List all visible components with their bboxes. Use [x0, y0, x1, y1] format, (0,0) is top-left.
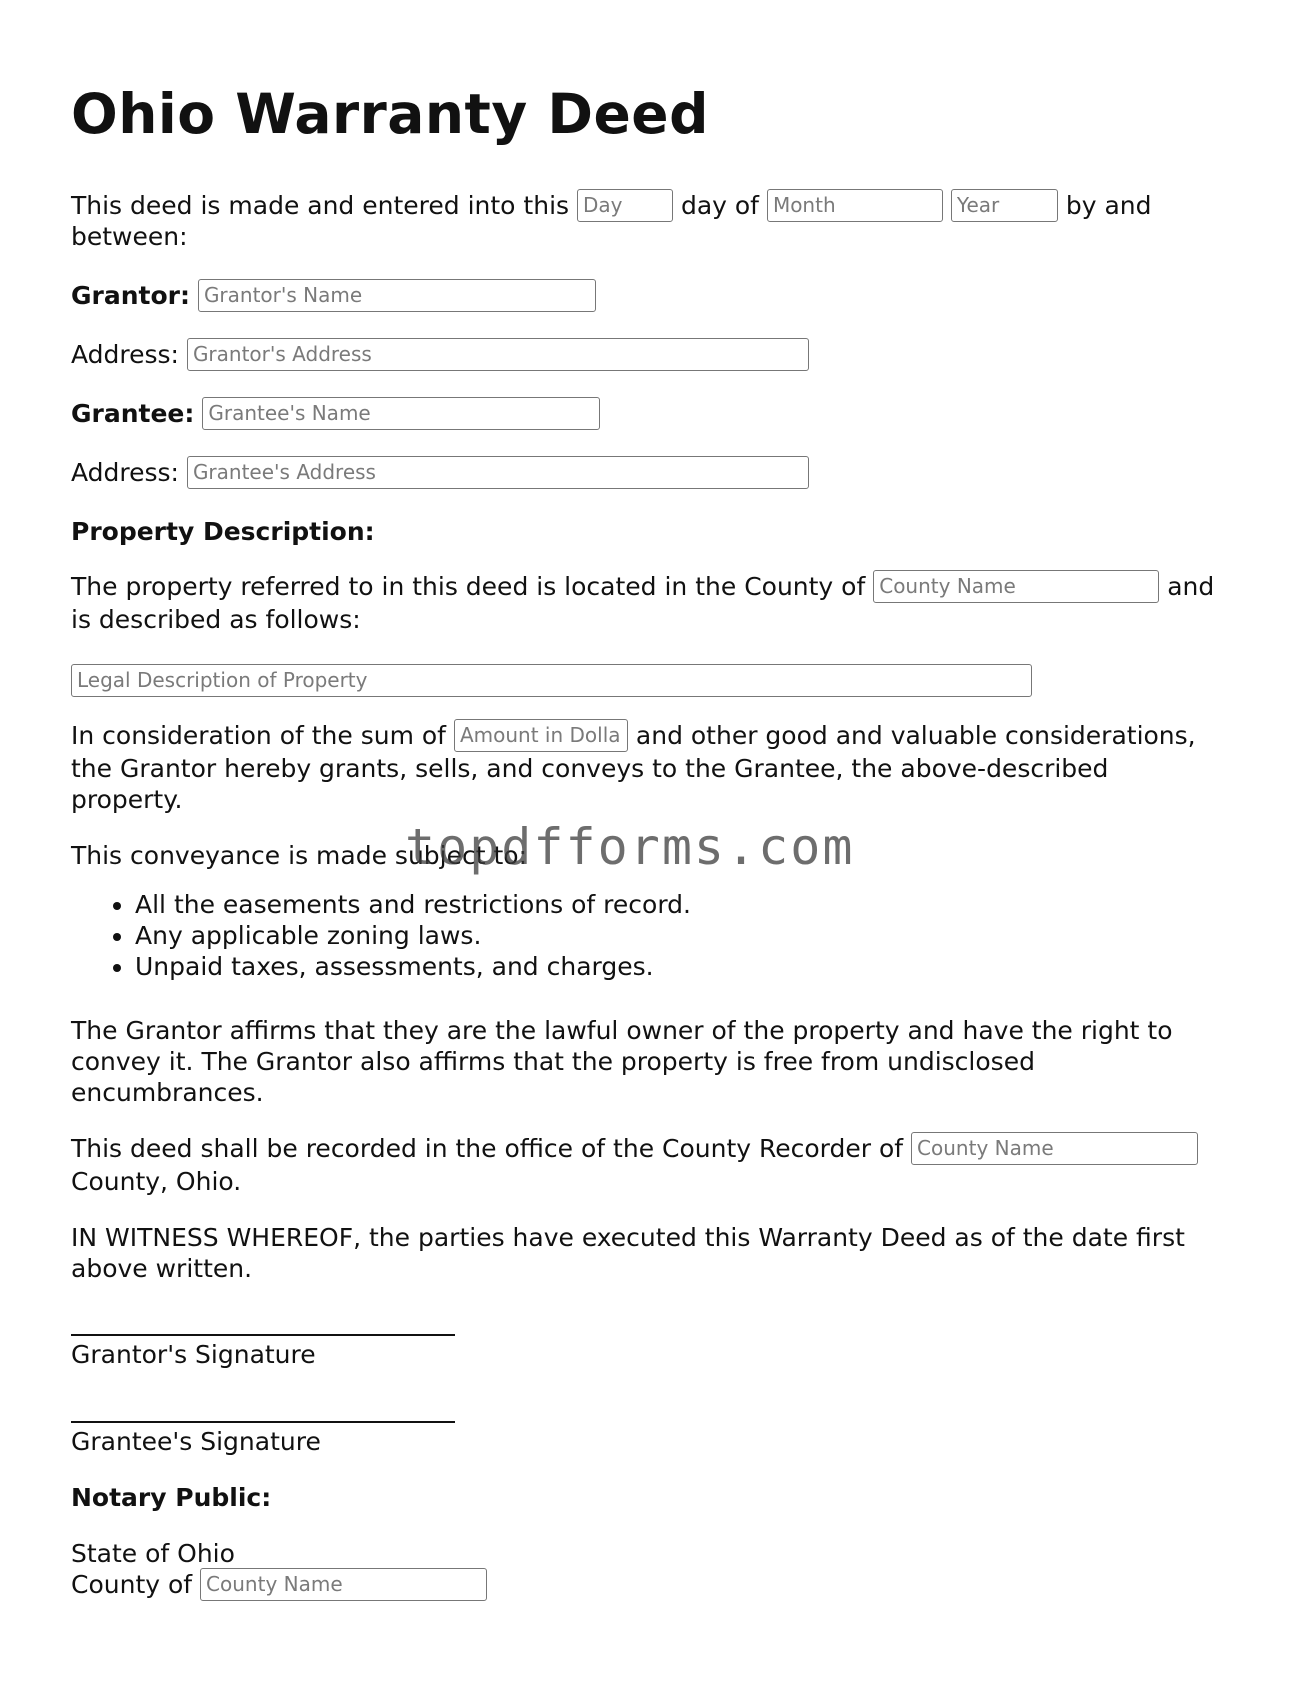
property-text-and: and: [1167, 572, 1215, 601]
notary-state: State of Ohio: [71, 1539, 235, 1568]
grantor-row: [71, 280, 596, 312]
grantee-address-label: Address:: [71, 458, 179, 487]
list-item: • Any applicable zoning laws.: [135, 920, 691, 951]
grantor-address-input[interactable]: [187, 338, 809, 371]
legal-description-input[interactable]: [71, 664, 1032, 697]
intro-text-by-and: by and: [1065, 191, 1152, 220]
recorded-county-ohio: County, Ohio.: [71, 1167, 242, 1196]
grantee-signature-line: [71, 1421, 455, 1423]
amount-input[interactable]: [454, 719, 628, 752]
notary-county-input[interactable]: [200, 1568, 487, 1601]
intro-text: This deed is made and entered into this: [71, 191, 570, 220]
property-text: The property referred to in this deed is located in the County of: [71, 572, 866, 601]
property-described: is described as follows:: [71, 605, 361, 634]
intro-text-day-of: day of: [680, 191, 759, 220]
legal-description-row: [71, 665, 1032, 697]
grantor-name-input[interactable]: [198, 279, 596, 312]
page-title: Ohio Warranty Deed: [71, 82, 709, 146]
consideration-line-2: the Grantor hereby grants, sells, and conveys to the Grantee, the above-described: [71, 754, 1109, 783]
property-paragraph: [71, 571, 1214, 603]
consideration-text: In consideration of the sum of: [71, 721, 446, 750]
recorded-text: This deed shall be recorded in the office of the County Recorder of: [71, 1134, 904, 1163]
subject-to-list: [71, 889, 691, 982]
grantee-address-row: [71, 457, 809, 489]
notary-county-label: County of: [71, 1570, 193, 1599]
affirm-line-3: encumbrances.: [71, 1078, 264, 1107]
consideration-text-2: and other good and valuable considerations,: [635, 721, 1196, 750]
grantee-row: [71, 398, 600, 430]
property-heading: Property Description:: [71, 517, 375, 546]
witness-line-1: IN WITNESS WHEREOF, the parties have executed this Warranty Deed as of the date first: [71, 1223, 1185, 1252]
recorded-paragraph: [71, 1133, 1198, 1165]
witness-line-2: above written.: [71, 1254, 253, 1283]
month-input[interactable]: [767, 189, 943, 222]
recorded-county-input[interactable]: [911, 1132, 1198, 1165]
notary-heading: Notary Public:: [71, 1483, 272, 1512]
grantee-name-input[interactable]: [202, 397, 600, 430]
affirm-line-1: The Grantor affirms that they are the lawful owner of the property and have the right to: [71, 1016, 1173, 1045]
property-county-input[interactable]: [873, 570, 1159, 603]
intro-between: between:: [71, 222, 188, 251]
subject-to-text: This conveyance is made subject to:: [71, 841, 527, 870]
list-item: • Unpaid taxes, assessments, and charges.: [135, 951, 691, 982]
grantor-signature-label: Grantor's Signature: [71, 1340, 316, 1369]
watermark: topdfforms.com: [405, 818, 855, 876]
grantor-address-row: [71, 339, 809, 371]
grantor-label: Grantor:: [71, 281, 190, 310]
affirm-line-2: convey it. The Grantor also affirms that the property is free from undisclosed: [71, 1047, 1035, 1076]
year-input[interactable]: [951, 189, 1058, 222]
consideration-line-3: property.: [71, 785, 183, 814]
consideration-paragraph: [71, 720, 1196, 752]
grantor-address-label: Address:: [71, 340, 179, 369]
day-input[interactable]: [577, 189, 673, 222]
intro-paragraph: [71, 190, 1152, 222]
grantee-signature-label: Grantee's Signature: [71, 1427, 321, 1456]
grantor-signature-line: [71, 1334, 455, 1336]
grantee-label: Grantee:: [71, 399, 195, 428]
grantee-address-input[interactable]: [187, 456, 809, 489]
notary-county-row: [71, 1569, 487, 1601]
list-item: • All the easements and restrictions of record.: [135, 889, 691, 920]
